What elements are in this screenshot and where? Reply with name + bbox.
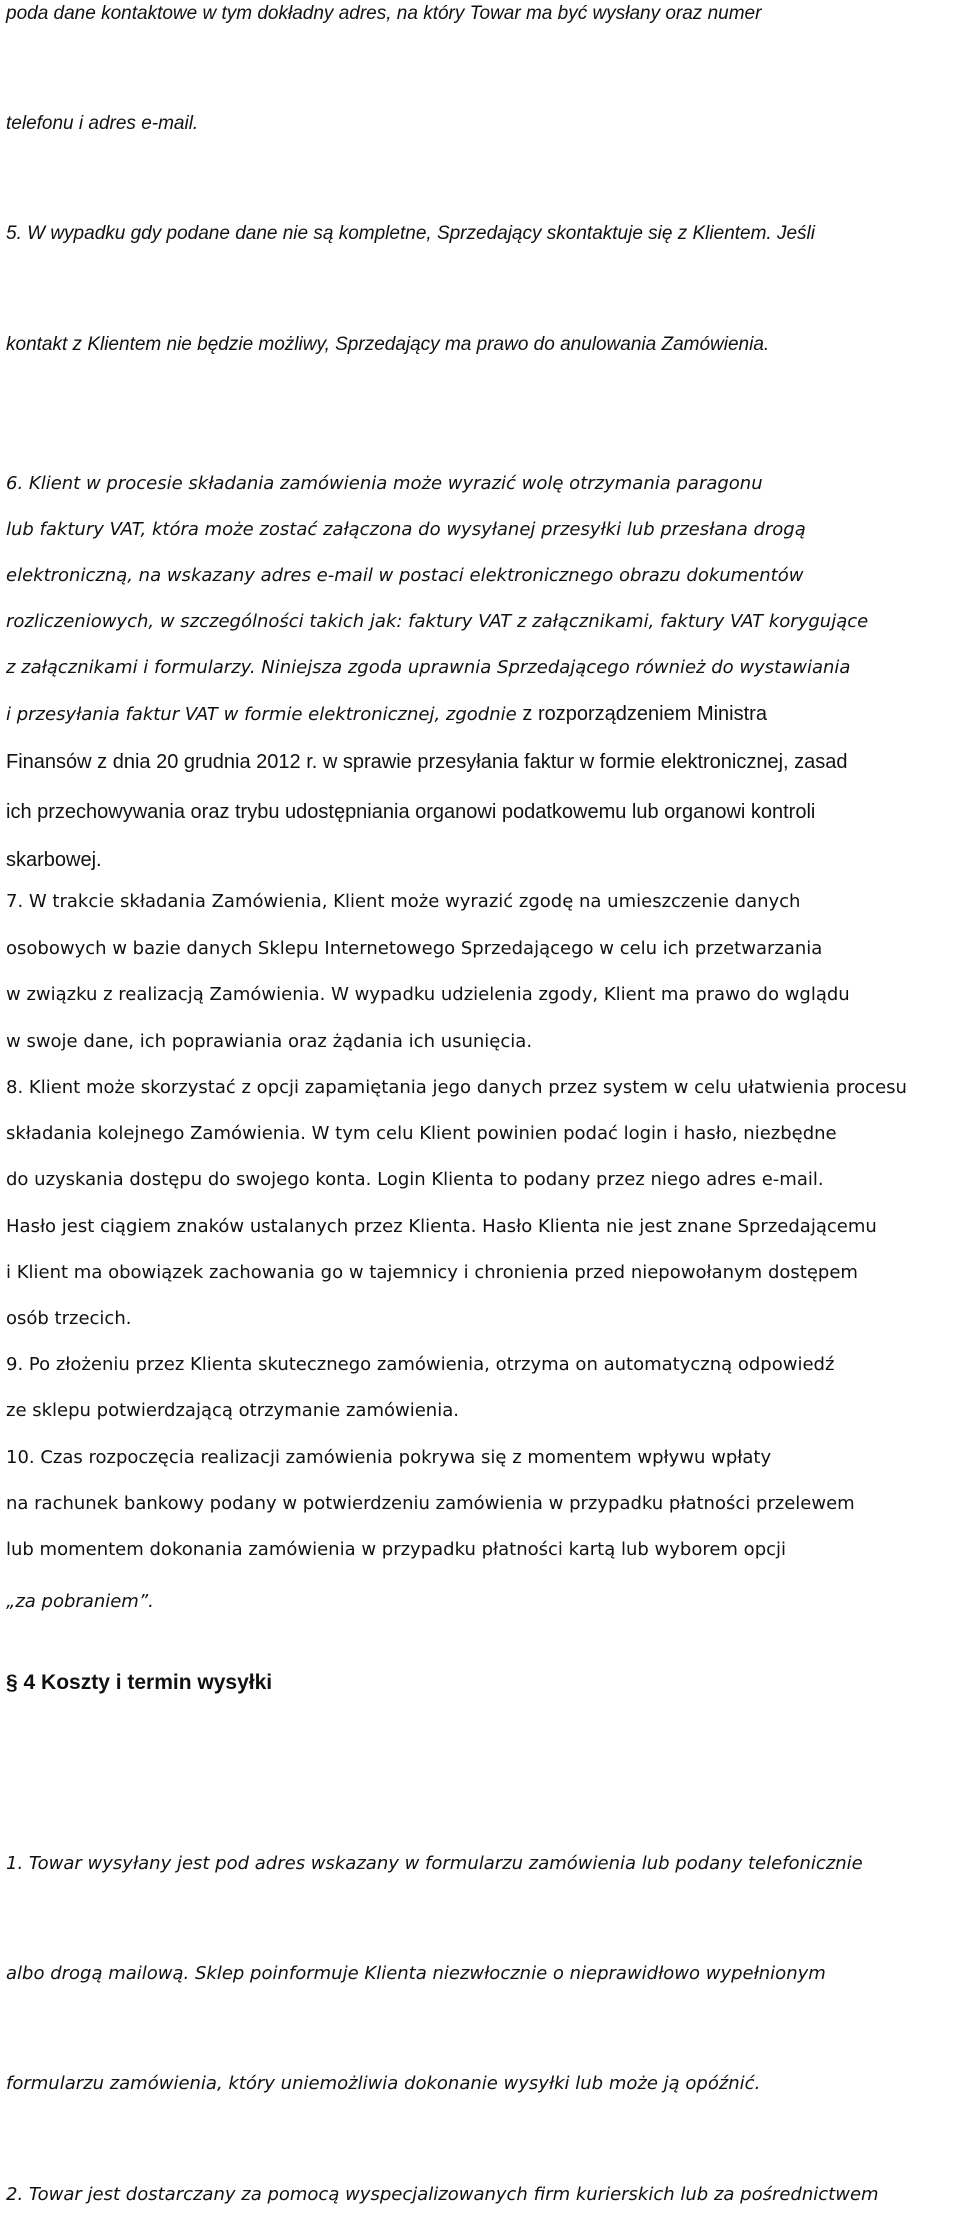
text-line: Finansów z dnia 20 grudnia 2012 r. w sprawie przesyłania faktur w formie elektronicznej, zasad bbox=[6, 751, 848, 773]
text-line: albo drogą mailową. Sklep poinformuje Klienta niezwłocznie o nieprawidłowo wypełnionym bbox=[6, 1963, 826, 1984]
text-line: 7. W trakcie składania Zamówienia, Klient może wyrazić zgodę na umieszczenie danych bbox=[6, 891, 801, 912]
text-line: na rachunek bankowy podany w potwierdzeniu zamówienia w przypadku płatności przelewem bbox=[6, 1493, 855, 1514]
text-line: osobowych w bazie danych Sklepu Internetowego Sprzedającego w celu ich przetwarzania bbox=[6, 938, 823, 959]
text-line: rozliczeniowych, w szczególności takich jak: faktury VAT z załącznikami, faktury VAT korygujące bbox=[6, 611, 869, 632]
text-line: elektroniczną, na wskazany adres e-mail w postaci elektronicznego obrazu dokumentów bbox=[6, 565, 804, 586]
text-line: 6. Klient w procesie składania zamówienia może wyrazić wolę otrzymania paragonu bbox=[6, 473, 763, 494]
text-line: ze sklepu potwierdzającą otrzymanie zamówienia. bbox=[6, 1400, 459, 1421]
text-line: i Klient ma obowiązek zachowania go w tajemnicy i chronienia przed niepowołanym dostępem bbox=[6, 1262, 858, 1283]
text-line: lub faktury VAT, która może zostać załączona do wysyłanej przesyłki lub przesłana drogą bbox=[6, 519, 806, 540]
text-line: w swoje dane, ich poprawiania oraz żądania ich usunięcia. bbox=[6, 1031, 533, 1052]
text-line: poda dane kontaktowe w tym dokładny adres, na który Towar ma być wysłany oraz numer bbox=[6, 3, 762, 24]
text-line: Hasło jest ciągiem znaków ustalanych przez Klienta. Hasło Klienta nie jest znane Sprzedającemu bbox=[6, 1216, 877, 1237]
text-line: osób trzecich. bbox=[6, 1308, 132, 1329]
text-line: do uzyskania dostępu do swojego konta. Login Klienta to podany przez niego adres e-mail. bbox=[6, 1169, 824, 1190]
text-line: formularzu zamówienia, który uniemożliwia dokonanie wysyłki lub może ją opóźnić. bbox=[6, 2073, 761, 2094]
text-line: 9. Po złożeniu przez Klienta skutecznego zamówienia, otrzyma on automatyczną odpowiedź bbox=[6, 1354, 835, 1375]
text-line: w związku z realizacją Zamówienia. W wypadku udzielenia zgody, Klient ma prawo do wglądu bbox=[6, 984, 850, 1005]
text-line: lub momentem dokonania zamówienia w przypadku płatności kartą lub wyborem opcji bbox=[6, 1539, 787, 1560]
text-line: i przesyłania faktur VAT w formie elektronicznej, zgodnie z rozporządzeniem Ministra bbox=[6, 703, 767, 725]
text-line: z załącznikami i formularzy. Niniejsza zgoda uprawnia Sprzedającego również do wystawiania bbox=[6, 657, 851, 678]
text-line: 8. Klient może skorzystać z opcji zapamiętania jego danych przez system w celu ułatwienia procesu bbox=[6, 1077, 907, 1098]
text-line: ich przechowywania oraz trybu udostępniania organowi podatkowemu lub organowi kontroli bbox=[6, 801, 816, 823]
text-line: kontakt z Klientem nie będzie możliwy, Sprzedający ma prawo do anulowania Zamówienia. bbox=[6, 334, 770, 355]
text-line: 5. W wypadku gdy podane dane nie są kompletne, Sprzedający skontaktuje się z Klientem. Jeśli bbox=[6, 223, 816, 244]
text-line: telefonu i adres e-mail. bbox=[6, 113, 199, 134]
text-line: 10. Czas rozpoczęcia realizacji zamówienia pokrywa się z momentem wpływu wpłaty bbox=[6, 1447, 772, 1468]
text-line: skarbowej. bbox=[6, 849, 102, 871]
text-line: składania kolejnego Zamówienia. W tym celu Klient powinien podać login i hasło, niezbędne bbox=[6, 1123, 837, 1144]
text-line: 1. Towar wysyłany jest pod adres wskazany w formularzu zamówienia lub podany telefonicznie bbox=[6, 1853, 863, 1874]
text-line: 2. Towar jest dostarczany za pomocą wyspecjalizowanych firm kurierskich lub za pośrednictwem bbox=[6, 2184, 879, 2205]
text-line: „za pobraniem”. bbox=[6, 1591, 154, 1612]
section-heading: § 4 Koszty i termin wysyłki bbox=[6, 1671, 273, 1694]
